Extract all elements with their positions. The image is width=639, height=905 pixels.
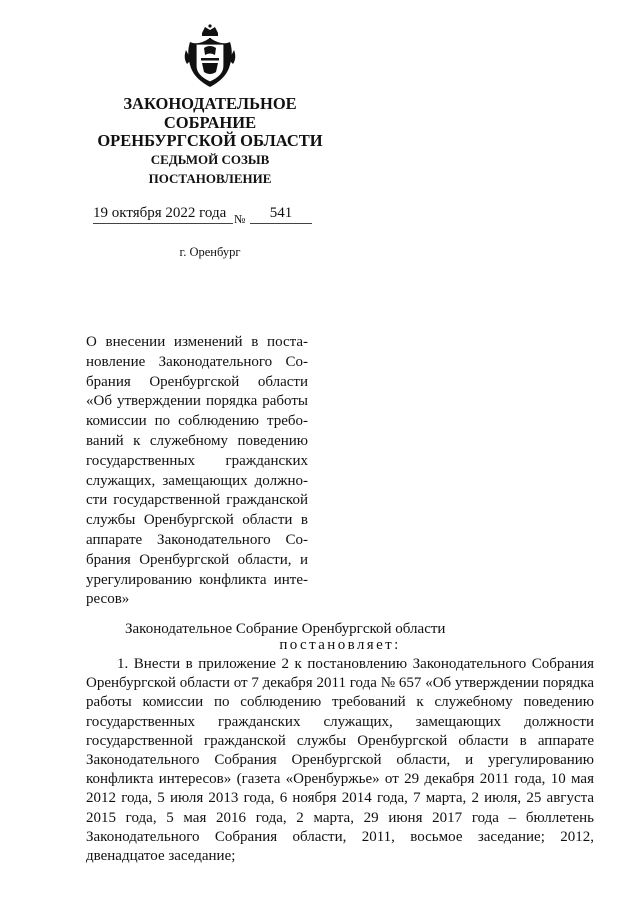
doc-type-label: ПОСТАНОВЛЕНИЕ xyxy=(148,171,272,186)
doc-number: 541 xyxy=(269,205,293,221)
convocation-label: СЕДЬМОЙ СОЗЫВ xyxy=(150,152,270,167)
org-title-line3: ОРЕНБУРГСКОЙ ОБЛАСТИ xyxy=(97,131,323,150)
body-intro: Законодательное Собрание Оренбургской области xyxy=(125,621,446,637)
doc-city: г. Оренбург xyxy=(179,245,241,259)
org-title-line2: СОБРАНИЕ xyxy=(163,112,257,132)
number-underline xyxy=(250,223,312,224)
doc-subject: О внесении изменений в постановление Законодательного Собрания Оренбургской области «Об утверждении порядка работы комиссии по соблюдению требований к служебному поведению государственных гражданских служащих, замещающих должности государственной гражданской службы Оренбургской области в аппарате Законодательного Собрания Оренбургской области, и урегулированию конфликта интересов» xyxy=(86,334,308,608)
doc-body xyxy=(86,655,594,866)
date-underline xyxy=(93,223,233,224)
decree-word: постановляет: xyxy=(279,637,401,653)
coat-of-arms-icon xyxy=(182,24,238,90)
paragraph-1: 1. Внести в приложение 2 к постановлению Законодательного Собрания Оренбургской области от 7 декабря 2011 года № 657 «Об утверждении порядка работы комиссии по соблюдению требований к служебному поведению государственных гражданских служащих, замещающих должности государственной гражданской службы Оренбургской области в аппарате Законодательного Собрания Оренбургской области, и урегулированию конфликта интересов» (газета «Оренбуржье» от 29 декабря 2011 года, 10 мая 2012 года, 5 июля 2013 года, 6 ноября 2014 года, 7 марта, 2 июля, 25 августа 2015 года, 5 мая 2016 года, 2 марта, 29 июня 2017 года – бюллетень Законодательного Собрания области, 2011, восьмое заседание; 2012, двенадцатое заседание; xyxy=(86,656,594,865)
org-title-line1: ЗАКОНОДАТЕЛЬНОЕ xyxy=(123,94,297,113)
number-sign: № xyxy=(234,212,246,226)
doc-date: 19 октября 2022 года xyxy=(93,205,227,221)
org-title xyxy=(86,95,334,151)
